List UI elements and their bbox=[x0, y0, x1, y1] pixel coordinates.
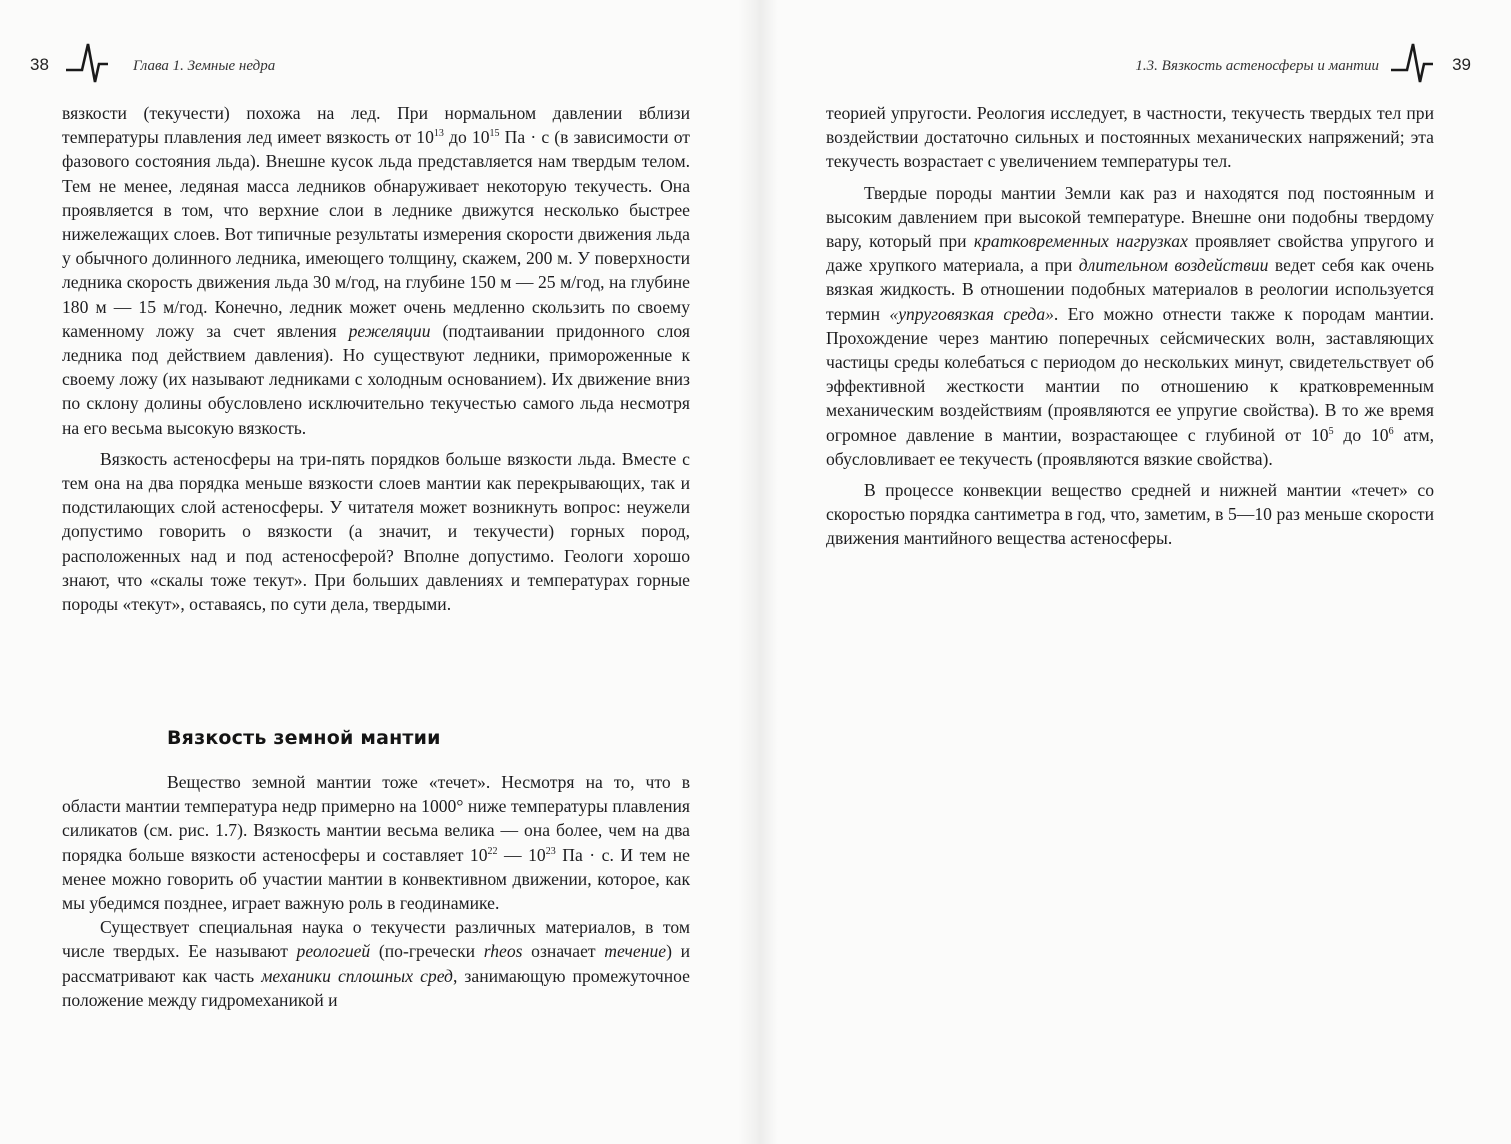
page-number-right: 39 bbox=[1452, 55, 1471, 74]
paragraph-asthenosphere-viscosity: Вязкость астеносферы на три-пять порядков больше вязкости льда. Вместе с тем она на два порядка меньше вязкости слоев мантии как перекрывающих, так и подстилающих слой астеносферы. У читателя может возникнуть вопрос: неужели допустимо говорить о вязкости (а значит, и текучести) горных пород, расположенных над и под астеносферой? Вполне допустимо. Геологи хорошо знают, что «скалы тоже текут». При больших давлениях и температурах горные породы «текут», оставаясь, по сути дела, твердыми. bbox=[62, 448, 690, 615]
running-head-left: Глава 1. Земные недра bbox=[133, 58, 276, 74]
paragraph-rheology: Существует специальная наука о текучести различных материалов, в том числе твердых. Ее называют реологией (по-гречески rheos означает течение) и рассматривают как часть механики сплошных сред, занимающую промежуточное положение между гидромеханикой и bbox=[62, 917, 691, 1010]
left-text-bottom bbox=[62, 770, 690, 1012]
paragraph-convection: В процессе конвекции вещество средней и нижней мантии «течет» со скоростью порядка сантиметра в год, что, заметим, в 5—10 раз меньше скорости движения мантийного вещества астеносферы. bbox=[826, 480, 1434, 549]
heartbeat-pulse-icon bbox=[1391, 40, 1433, 86]
paragraph-ice-viscosity: вязкости (текучести) похожа на лед. При нормальном давлении вблизи температуры плавления лед имеет вязкость от $10^{13}$ до $10^{15}$ Па · с (в зависимости от фазового состояния льда). Внешне кусок льда представляется нам твердым телом. Тем не менее, ледяная масса ледников обнаруживает некоторую текучесть. Она проявляется в том, что верхние слои в леднике движутся несколько быстрее нижележащих слоев. Вот типичные результаты измерения скорости движения льда у обычного долинного ледника, имеющего толщину, скажем, 200 м. У поверхности ледника скорость движения льда 30 м/год, на глубине 150 м — 25 м/год, на глубине 180 м — 15 м/год. Конечно, ледник может очень медленно скользить по своему каменному ложу за счет явления режеляции (подтаивании придонного слоя ледника под действием давления). Но существуют ледники, примороженные к своему ложу (их называют ледниками с холодным основанием). Их движение вниз по склону долины обусловлено исключительно текучестью самого льда несмотря на его весьма высокую вязкость. bbox=[62, 103, 690, 438]
running-head-right: 1.3. Вязкость астеносферы и мантии bbox=[1135, 58, 1379, 74]
right-page bbox=[770, 0, 1511, 1144]
left-page bbox=[0, 0, 748, 1144]
paragraph-mantile-flow: Вещество земной мантии тоже «течет». Несмотря на то, что в области мантии температура недр примерно на 1000° ниже температуры плавления силикатов (см. рис. 1.7). Вязкость мантии весьма велика — она более, чем на два порядка больше вязкости астеносферы и составляет $10^{22}$ — $10^{23}$ Па · с. И тем не менее можно говорить об участии мантии в конвективном движении, которое, как мы убедимся позднее, играет важную роль в геодинамике. bbox=[62, 772, 690, 914]
heartbeat-pulse-icon bbox=[66, 40, 108, 86]
paragraph-viscoelastic: Твердые породы мантии Земли как раз и находятся под постоянным и высоким давлением при высокой температуре. Внешне они подобны твердому вару, который при кратковременных нагрузках проявляет свойства упругого и даже хрупкого материала, а при длительном воздействии ведет себя как очень вязкая жидкость. В отношении подобных материалов в реологии используется термин «упруговязкая среда». Его можно отнести также к породам мантии. Прохождение через мантию поперечных сейсмических волн, заставляющих частицы среды колебаться с периодом до нескольких минут, свидетельствует об эффективной жесткости мантии по отношению к кратковременным механическим воздействиям (проявляются ее упругие свойства). В то же время огромное давление в мантии, возрастающее с глубиной от $10^5$ до $10^6$ атм, обусловливает ее текучесть (проявляются вязкие свойства). bbox=[826, 182, 1435, 469]
page-number-left: 38 bbox=[30, 55, 49, 74]
left-text-top bbox=[62, 101, 690, 616]
paragraph-elasticity: теорией упругости. Реология исследует, в частности, текучесть твердых тел при воздействии достаточно сильных и постоянных механических напряжений; эта текучесть возрастает с увеличением температуры тел. bbox=[826, 103, 1434, 172]
right-text bbox=[826, 101, 1434, 551]
section-heading: Вязкость земной мантии bbox=[167, 727, 441, 749]
